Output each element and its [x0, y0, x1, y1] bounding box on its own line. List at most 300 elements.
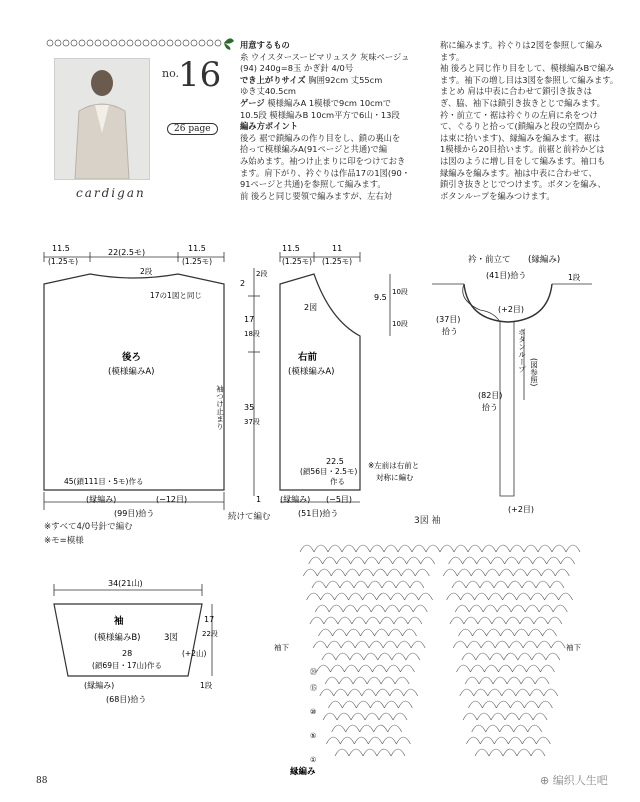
- sleeve-pattern: (模様編みB): [94, 633, 141, 643]
- shell-stitch: [370, 545, 384, 552]
- shell-stitch: [493, 677, 507, 684]
- collar-front-count: (82目): [478, 391, 503, 400]
- shell-stitch: [325, 677, 339, 684]
- ornament-ring: [63, 40, 69, 46]
- back-sleeve-stop: 袖つけ止まり: [215, 385, 225, 430]
- shell-stitch: [555, 569, 569, 576]
- front-pickup: (51目)拾う: [298, 509, 339, 518]
- shell-stitch: [349, 749, 363, 756]
- shell-stitch: [310, 617, 324, 624]
- shell-stitch: [460, 689, 474, 696]
- front-label: 右前: [298, 352, 318, 363]
- shell-stitch: [356, 545, 370, 552]
- side-b-rows: 18段: [244, 330, 260, 338]
- page-ref-badge: 26 page: [167, 123, 218, 135]
- shell-stitch: [464, 617, 478, 624]
- shell-stitch: [406, 653, 420, 660]
- shell-stitch: [322, 653, 336, 660]
- shell-stitch: [355, 641, 369, 648]
- instruction-line: まとめ 肩は中表に合わせて鎖引き抜きは: [440, 86, 592, 97]
- collar-plus-bottom: (+2目): [508, 505, 535, 514]
- collar-ref: (図参照): [529, 358, 539, 387]
- back-neck-note: 17の1図と同じ: [150, 291, 202, 300]
- shell-stitch: [362, 689, 376, 696]
- shell-stitch: [385, 605, 399, 612]
- shell-stitch: [333, 629, 347, 636]
- shell-stitch: [478, 617, 492, 624]
- shell-stitch: [466, 737, 480, 744]
- shell-stitch: [531, 749, 545, 756]
- sleeve-height-rows: 22段: [202, 630, 218, 638]
- shell-stitch: [312, 581, 326, 588]
- instruction-line: は束に拾います)、縁編みを編みます。裾は: [440, 132, 601, 143]
- shell-stitch: [469, 605, 483, 612]
- materials-text: [240, 40, 410, 202]
- shell-stitch: [344, 665, 358, 672]
- continue-note: 続けて編む: [228, 512, 271, 522]
- shell-stitch: [509, 641, 523, 648]
- shell-stitch: [461, 593, 475, 600]
- note-hook: ※すべて4/0号針で編む: [44, 522, 133, 532]
- back-edge-count: (−12目): [156, 495, 188, 504]
- shell-stitch: [495, 641, 509, 648]
- shell-stitch: [520, 617, 534, 624]
- shell-stitch: [415, 569, 429, 576]
- shell-stitch: [477, 713, 491, 720]
- left-front-note-2: 対称に編む: [376, 473, 414, 482]
- collar-rows: 1段: [568, 273, 581, 282]
- collar-top-count: (41目)拾う: [486, 271, 527, 280]
- shell-stitch: [473, 629, 487, 636]
- shell-stitch: [492, 617, 506, 624]
- shell-stitch: [396, 737, 410, 744]
- shell-stitch: [512, 665, 526, 672]
- shell-stitch: [559, 593, 573, 600]
- shell-stitch: [466, 581, 480, 588]
- back-piece-diagram: [30, 240, 240, 540]
- shell-stitch: [397, 641, 411, 648]
- chart-under-arm-left: 袖下: [274, 643, 289, 652]
- instruction-line: 袖 後ろと同じ作り目をして、模様編みBで編み: [440, 63, 615, 74]
- shell-stitch: [550, 581, 564, 588]
- shell-stitch: [524, 701, 538, 708]
- shell-stitch: [480, 581, 494, 588]
- side-c-rows: 37段: [244, 418, 260, 426]
- shell-stitch: [375, 629, 389, 636]
- shell-stitch: [342, 701, 356, 708]
- shell-stitch: [337, 713, 351, 720]
- shell-stitch: [491, 557, 505, 564]
- size-line: でき上がりサイズ 胸囲92cm 丈55cm: [240, 74, 383, 85]
- sleeve-pickup: (68目)拾う: [106, 695, 147, 704]
- shell-stitch: [401, 569, 415, 576]
- shell-stitch: [475, 749, 489, 756]
- chart-under-arm-right: 袖下: [566, 643, 581, 652]
- shell-stitch: [486, 725, 500, 732]
- ornament-ring: [191, 40, 197, 46]
- ornament-ring: [119, 40, 125, 46]
- shell-stitch: [533, 713, 547, 720]
- shell-stitch: [391, 749, 405, 756]
- shell-stitch: [319, 629, 333, 636]
- shell-stitch: [517, 749, 531, 756]
- shell-stitch: [382, 581, 396, 588]
- shell-stitch: [309, 557, 323, 564]
- shell-stitch: [450, 617, 464, 624]
- shell-stitch: [347, 629, 361, 636]
- sleeve-label: 袖: [114, 616, 124, 627]
- shell-stitch: [384, 545, 398, 552]
- side-a: 2: [240, 279, 246, 288]
- shell-stitch: [503, 593, 517, 600]
- shell-stitch: [341, 641, 355, 648]
- shell-stitch: [340, 581, 354, 588]
- shell-stitch: [440, 545, 454, 552]
- shell-stitch: [457, 569, 471, 576]
- shell-stitch: [548, 617, 562, 624]
- shell-stitch: [388, 725, 402, 732]
- collar-left-pickup: 拾う: [442, 327, 458, 336]
- shell-stitch: [508, 737, 522, 744]
- yarn-line: 糸 ウイスタースーピマリュスク 灰味ベージュ: [240, 51, 410, 62]
- sleeve-inc: (+2山): [182, 649, 207, 658]
- shell-stitch: [364, 653, 378, 660]
- instruction-line: 縁編みを編みます。袖は中表に合わせて、: [440, 167, 597, 178]
- shell-stitch: [546, 653, 560, 660]
- instruction-line: 衿・前立て・裾は衿ぐりの左肩に糸をつけ: [440, 109, 598, 120]
- shell-stitch: [354, 737, 368, 744]
- shell-stitch: [491, 713, 505, 720]
- ornament-ring: [199, 40, 205, 46]
- shell-stitch: [394, 617, 408, 624]
- shell-stitch: [326, 581, 340, 588]
- photo-caption: cardigan: [76, 186, 146, 200]
- sleeve-stitch-chart: [270, 530, 610, 776]
- shell-stitch: [332, 725, 346, 732]
- shell-stitch: [386, 665, 400, 672]
- shell-stitch: [370, 701, 384, 708]
- ornament-ring: [71, 40, 77, 46]
- shell-stitch: [502, 689, 516, 696]
- shell-stitch: [490, 653, 504, 660]
- shell-stitch: [380, 617, 394, 624]
- shell-stitch: [533, 557, 547, 564]
- shell-stitch: [503, 749, 517, 756]
- shell-stitch: [521, 677, 535, 684]
- back-top-left-rows: (1.25モ): [48, 257, 79, 266]
- back-line-4: ます。肩下がり、衿ぐりは作品17の1図(90・: [240, 167, 411, 178]
- left-front-note-1: ※左前は右前と: [368, 461, 420, 470]
- shell-stitch: [482, 545, 496, 552]
- shell-stitch: [510, 545, 524, 552]
- shell-stitch: [489, 593, 503, 600]
- back-line-3: み始めます。袖つけ止まりに印をつけておき: [240, 155, 406, 166]
- ornament-ring: [79, 40, 85, 46]
- collar-edge: (縁編み): [528, 255, 561, 265]
- shell-stitch: [383, 641, 397, 648]
- front-neck-rows-a: 10段: [392, 288, 408, 296]
- shell-stitch: [328, 545, 342, 552]
- shell-stitch: [313, 641, 327, 648]
- front-line-1: 前 後ろと同じ要領で編みますが、左右対: [240, 190, 392, 201]
- shell-stitch: [540, 665, 554, 672]
- shell-stitch: [541, 569, 555, 576]
- shell-stitch: [340, 737, 354, 744]
- shell-stitch: [366, 617, 380, 624]
- shell-stitch: [522, 581, 536, 588]
- shell-stitch: [462, 653, 476, 660]
- side-c: 35: [244, 403, 255, 412]
- shell-stitch: [468, 545, 482, 552]
- shell-stitch: [349, 593, 363, 600]
- shell-stitch: [543, 629, 557, 636]
- shell-stitch: [479, 677, 493, 684]
- shell-stitch: [496, 701, 510, 708]
- shell-stitch: [552, 545, 566, 552]
- shell-stitch: [449, 557, 463, 564]
- ornament-ring: [95, 40, 101, 46]
- shell-stitch: [530, 689, 544, 696]
- watermark: ⊕ 编织人生吧: [540, 774, 608, 787]
- shell-stitch: [365, 557, 379, 564]
- shell-stitch: [384, 701, 398, 708]
- shell-stitch: [315, 605, 329, 612]
- shell-stitch: [465, 677, 479, 684]
- shell-stitch: [343, 605, 357, 612]
- shell-stitch: [483, 605, 497, 612]
- shell-stitch: [392, 653, 406, 660]
- shell-stitch: [361, 629, 375, 636]
- points-title: 編み方ポイント: [240, 121, 299, 132]
- row-marker: ①: [310, 756, 317, 764]
- shell-stitch: [317, 569, 331, 576]
- ornament-ring: [127, 40, 133, 46]
- shell-stitch: [338, 617, 352, 624]
- instruction-line: て、ぐるりと拾って(鎖編みと段の空間から: [440, 121, 601, 132]
- shell-stitch: [535, 677, 549, 684]
- row-marker: ⑤: [310, 732, 317, 740]
- shell-stitch: [328, 701, 342, 708]
- instruction-line: ます。: [440, 51, 465, 62]
- shell-stitch: [379, 557, 393, 564]
- shell-stitch: [368, 581, 382, 588]
- shell-stitch: [337, 557, 351, 564]
- ornament-ring: [55, 40, 61, 46]
- shell-stitch: [363, 749, 377, 756]
- shell-stitch: [398, 545, 412, 552]
- header-ornament: [46, 36, 236, 50]
- shell-stitch: [407, 557, 421, 564]
- shell-stitch: [321, 593, 335, 600]
- shell-stitch: [536, 581, 550, 588]
- sleeve-bottom-chain: (鎖69目・17山)作る: [92, 661, 162, 670]
- shell-stitch: [354, 581, 368, 588]
- shell-stitch: [411, 641, 425, 648]
- shell-stitch: [531, 593, 545, 600]
- shell-stitch: [372, 665, 386, 672]
- ornament-ring: [207, 40, 213, 46]
- back-pickup: (99目)拾う: [114, 509, 155, 518]
- shell-stitch: [511, 605, 525, 612]
- shell-stitch: [356, 701, 370, 708]
- back-label: 後ろ: [122, 352, 142, 363]
- ornament-ring: [167, 40, 173, 46]
- shell-stitch: [377, 749, 391, 756]
- back-bottom-chain: 45(鎖111目・5モ)作る: [64, 477, 144, 486]
- collar-front-pickup: 拾う: [482, 403, 498, 412]
- shell-stitch: [389, 629, 403, 636]
- sleeve-height: 17: [204, 615, 215, 624]
- shell-stitch: [331, 569, 345, 576]
- instruction-line: 称に編みます。衿ぐりは2図を参照して編み: [440, 40, 603, 50]
- sleeve-top: 34(21山): [108, 579, 143, 588]
- row-marker: ⑮: [310, 684, 317, 692]
- front-edge-count: (−5目): [326, 495, 353, 504]
- shell-stitch: [499, 569, 513, 576]
- row-marker: ⑳: [310, 668, 317, 676]
- back-top-left: 11.5: [52, 244, 70, 253]
- shell-stitch: [463, 557, 477, 564]
- back-neck-rows: 2段: [140, 267, 153, 276]
- back-pattern: (模様編みA): [108, 367, 155, 377]
- front-top-left-rows: (1.25モ): [282, 257, 313, 266]
- front-bottom-w: 22.5: [326, 457, 344, 466]
- shell-stitch: [324, 617, 338, 624]
- ornament-ring: [175, 40, 181, 46]
- instruction-line: ぎ、脇、袖下は鎖引き抜きとじで編みます。: [440, 97, 605, 108]
- shell-stitch: [467, 641, 481, 648]
- shell-stitch: [320, 689, 334, 696]
- shell-stitch: [507, 677, 521, 684]
- shell-stitch: [539, 605, 553, 612]
- shell-stitch: [528, 725, 542, 732]
- ornament-ring: [111, 40, 117, 46]
- front-top-right: 11: [332, 244, 343, 253]
- shell-stitch: [393, 713, 407, 720]
- shell-stitch: [513, 569, 527, 576]
- shell-stitch: [398, 701, 412, 708]
- front-neck-rows-b: 10段: [392, 320, 408, 328]
- back-line-5: 91ページと共通)を参照して編みます。: [240, 179, 386, 190]
- front-pattern: (模様編みA): [288, 367, 335, 377]
- model-photo: [54, 58, 150, 180]
- shell-stitch: [413, 605, 427, 612]
- shell-stitch: [330, 665, 344, 672]
- gauge-line-2: 10.5段 模様編みB 10cm平方で6山・13段: [240, 109, 400, 120]
- shell-stitch: [510, 701, 524, 708]
- shell-stitch: [351, 713, 365, 720]
- ornament-ring: [159, 40, 165, 46]
- shell-stitch: [500, 725, 514, 732]
- shell-stitch: [335, 593, 349, 600]
- sleeve-edge-rows: 1段: [200, 681, 213, 690]
- shell-stitch: [348, 689, 362, 696]
- shell-stitch: [374, 725, 388, 732]
- sleeve-length-line: ゆき丈40.5cm: [240, 86, 297, 97]
- watermark-icon: ⊕: [540, 774, 553, 787]
- shell-stitch: [396, 581, 410, 588]
- shell-stitch: [468, 701, 482, 708]
- issue-prefix: no.: [162, 67, 180, 80]
- shell-stitch: [525, 605, 539, 612]
- shell-stitch: [393, 557, 407, 564]
- shell-stitch: [470, 665, 484, 672]
- shell-stitch: [494, 581, 508, 588]
- sleeve-diagram: [40, 576, 230, 712]
- instruction-line: ます。袖下の増し目は3図を参照して編みます。: [440, 74, 619, 85]
- shell-stitch: [553, 605, 567, 612]
- front-top-left: 11.5: [282, 244, 300, 253]
- collar-plus-top: (+2目): [498, 305, 525, 314]
- shell-stitch: [534, 617, 548, 624]
- shell-stitch: [373, 569, 387, 576]
- shell-stitch: [561, 557, 575, 564]
- shell-stitch: [474, 689, 488, 696]
- instruction-line: 1模様から20目拾います。前裾と前衿かどは: [440, 144, 605, 155]
- sleeve-bottom-w: 28: [122, 649, 133, 658]
- shell-stitch: [358, 665, 372, 672]
- ornament-ring: [215, 40, 221, 46]
- shell-stitch: [504, 653, 518, 660]
- ornament-ring: [87, 40, 93, 46]
- shell-stitch: [371, 605, 385, 612]
- shell-stitch: [353, 677, 367, 684]
- shell-stitch: [476, 653, 490, 660]
- back-top-right-rows: (1.25モ): [182, 257, 213, 266]
- shell-stitch: [403, 629, 417, 636]
- shell-stitch: [454, 545, 468, 552]
- ornament-ring: [143, 40, 149, 46]
- front-fig: 2図: [304, 303, 318, 312]
- chart-title: 3図 袖: [414, 516, 441, 526]
- shell-stitch: [399, 605, 413, 612]
- shell-stitch: [545, 593, 559, 600]
- shell-stitch: [538, 701, 552, 708]
- ornament-ring: [183, 40, 189, 46]
- shell-stitch: [505, 557, 519, 564]
- chart-edge-label: 縁編み: [290, 767, 316, 776]
- shell-stitch: [408, 617, 422, 624]
- shell-stitch: [544, 689, 558, 696]
- shell-stitch: [367, 677, 381, 684]
- shell-stitch: [405, 593, 419, 600]
- shell-stitch: [497, 605, 511, 612]
- shell-stitch: [547, 557, 561, 564]
- shell-stitch: [323, 557, 337, 564]
- gauge-line: ゲージ 模様編みA 1模様で9cm 10cmで: [240, 97, 392, 108]
- ornament-ring: [47, 40, 53, 46]
- front-bottom-chain: (鎖56目・2.5モ): [300, 467, 358, 476]
- materials-title: 用意するもの: [240, 40, 290, 50]
- back-edge: (縁編み): [86, 495, 117, 504]
- page-number: 88: [36, 776, 48, 786]
- shell-stitch: [536, 737, 550, 744]
- shell-stitch: [421, 557, 435, 564]
- shell-stitch: [395, 677, 409, 684]
- shell-stitch: [523, 641, 537, 648]
- shell-stitch: [350, 653, 364, 660]
- shell-stitch: [342, 545, 356, 552]
- shell-stitch: [514, 725, 528, 732]
- shell-stitch: [498, 665, 512, 672]
- collar-title: 衿・前立て: [468, 255, 511, 265]
- shell-stitch: [365, 713, 379, 720]
- shell-stitch: [526, 665, 540, 672]
- shell-stitch: [360, 725, 374, 732]
- shell-stitch: [538, 545, 552, 552]
- note-pattern-unit: ※モ=模様: [44, 536, 84, 546]
- shell-stitch: [459, 629, 473, 636]
